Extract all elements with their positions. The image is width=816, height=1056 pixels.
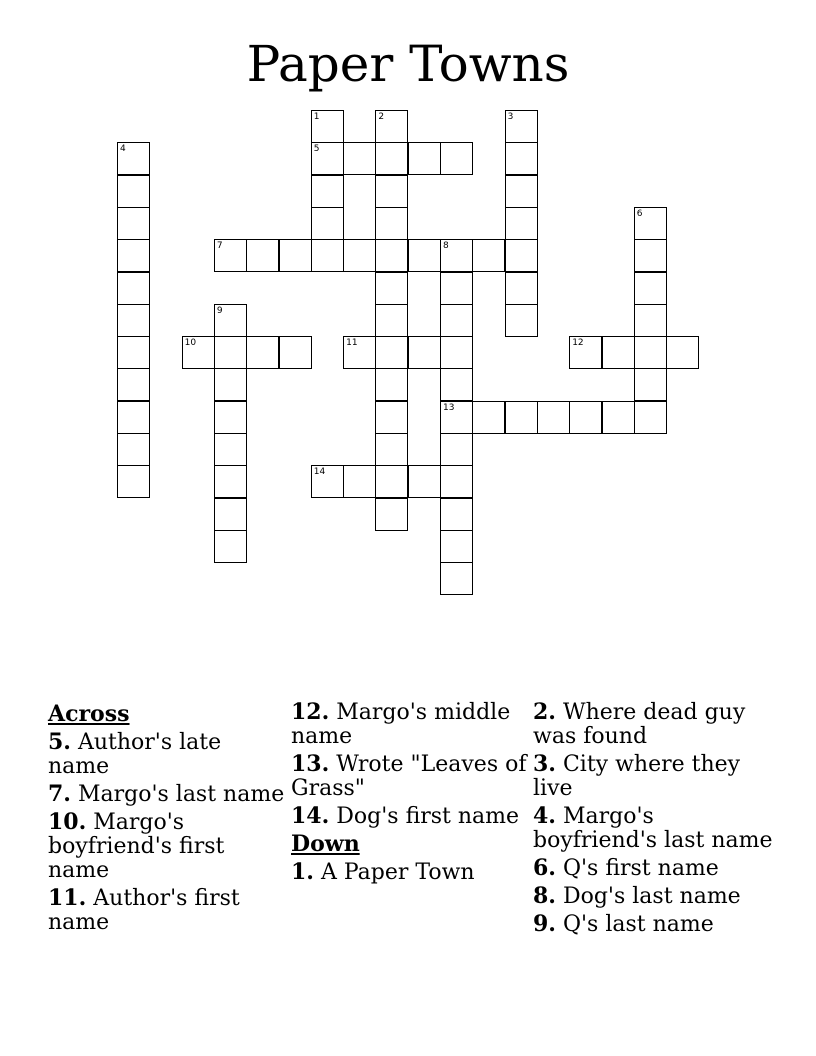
grid-cell[interactable] [311,175,344,208]
grid-cell[interactable] [569,401,602,434]
grid-cell[interactable] [311,465,344,498]
clue-item [533,856,773,881]
grid-cell[interactable] [634,239,667,272]
clue-number-label: 7. [48,781,71,807]
clue-number: 11 [346,338,358,349]
grid-cell[interactable] [666,336,699,369]
clue-number: 14 [313,467,326,478]
grid-cell[interactable] [214,465,247,498]
grid-cell[interactable] [214,530,247,563]
grid-cell[interactable] [440,562,473,595]
grid-cell[interactable] [246,336,279,369]
clue-item [48,886,288,935]
clue-number-label: 4. [533,803,556,829]
clue-text: Q's first name [555,856,719,881]
grid-cell[interactable] [440,433,473,466]
page-title: Paper Towns [246,35,570,93]
clue-item [533,752,773,801]
clue-text: Margo's last name [70,782,285,807]
grid-cell[interactable] [440,530,473,563]
grid-cell[interactable] [472,239,505,272]
grid-cell[interactable] [602,336,635,369]
grid-cell[interactable] [505,110,538,143]
grid-cell[interactable] [117,175,150,208]
clue-number-label: 5. [48,729,71,755]
grid-cell[interactable] [634,207,667,240]
grid-cell[interactable] [408,142,441,175]
clue-text: Author's late name [48,730,222,779]
clue-number: 9 [216,305,223,316]
clue-number-label: 2. [533,699,556,725]
grid-cell[interactable] [117,142,150,175]
grid-cell[interactable] [634,304,667,337]
clue-item [533,804,773,853]
grid-cell[interactable] [472,401,505,434]
grid-cell[interactable] [375,401,408,434]
grid-cell[interactable] [117,304,150,337]
grid-cell[interactable] [214,401,247,434]
clue-number: 12 [572,338,584,349]
clue-text: Dog's first name [329,804,520,829]
clue-number: 8 [443,241,449,252]
grid-cell[interactable] [375,336,408,369]
grid-cell[interactable] [343,239,376,272]
grid-cell[interactable] [311,207,344,240]
clue-number: 10 [184,338,197,349]
grid-cell[interactable] [375,239,408,272]
grid-cell[interactable] [440,304,473,337]
grid-cell[interactable] [375,498,408,531]
clue-number-label: 3. [533,751,556,777]
clue-number-label: 12. [291,699,330,725]
grid-cell[interactable] [117,433,150,466]
grid-cell[interactable] [375,207,408,240]
grid-cell[interactable] [343,142,376,175]
down-heading: Down [291,831,360,857]
clue-number: 3 [507,112,514,122]
grid-cell[interactable] [634,368,667,401]
grid-cell[interactable] [375,465,408,498]
grid-cell[interactable] [375,433,408,466]
clue-item [48,810,288,883]
grid-cell[interactable] [569,336,602,369]
clue-number-label: 10. [48,809,87,835]
clue-number: 1 [313,112,320,122]
clue-item [291,860,531,885]
grid-cell[interactable] [634,336,667,369]
grid-cell[interactable] [505,304,538,337]
clue-number-label: 14. [291,803,330,829]
grid-cell[interactable] [343,465,376,498]
grid-cell[interactable] [214,368,247,401]
grid-cell[interactable] [117,465,150,498]
grid-cell[interactable] [440,401,473,434]
grid-cell[interactable] [311,239,344,272]
grid-cell[interactable] [117,239,150,272]
grid-cell[interactable] [537,401,570,434]
grid-cell[interactable] [214,336,247,369]
grid-cell[interactable] [117,368,150,401]
clue-item [291,700,531,749]
grid-cell[interactable] [634,401,667,434]
grid-cell[interactable] [375,175,408,208]
clue-number: 2 [378,112,385,122]
grid-cell[interactable] [505,239,538,272]
clues-column-3 [533,700,773,940]
clue-text: Q's last name [555,912,714,937]
grid-cell[interactable] [440,239,473,272]
grid-cell[interactable] [440,465,473,498]
grid-cell[interactable] [440,142,473,175]
grid-cell[interactable] [246,239,279,272]
clue-number: 4 [120,144,126,155]
clue-item [533,912,773,937]
grid-cell[interactable] [311,142,344,175]
grid-cell[interactable] [311,110,344,143]
clue-item [291,752,531,801]
clue-text: City where they live [533,752,741,801]
grid-cell[interactable] [408,465,441,498]
grid-cell[interactable] [279,336,312,369]
grid-cell[interactable] [343,336,376,369]
clue-number-label: 1. [291,859,314,885]
grid-cell[interactable] [505,142,538,175]
clue-number-label: 6. [533,855,556,881]
clue-number: 5 [313,144,320,155]
clue-number-label: 13. [291,751,330,777]
grid-cell[interactable] [279,239,312,272]
grid-cell[interactable] [214,498,247,531]
clues-column-1 [48,700,288,938]
grid-cell[interactable] [214,433,247,466]
grid-cell[interactable] [408,336,441,369]
grid-cell[interactable] [117,336,150,369]
across-heading: Across [48,701,130,727]
grid-cell[interactable] [440,368,473,401]
grid-cell[interactable] [602,401,635,434]
grid-cell[interactable] [634,272,667,305]
grid-cell[interactable] [214,304,247,337]
clue-text: Where dead guy was found [533,700,746,749]
clue-text: Margo's boyfriend's last name [533,804,773,853]
grid-cell[interactable] [117,207,150,240]
clue-item [48,730,288,779]
grid-cell[interactable] [117,272,150,305]
clue-text: Author's first name [48,886,240,935]
grid-cell[interactable] [375,272,408,305]
grid-cell[interactable] [375,368,408,401]
grid-cell[interactable] [117,401,150,434]
grid-cell[interactable] [440,336,473,369]
grid-cell[interactable] [408,239,441,272]
clue-number-label: 11. [48,885,87,911]
grid-cell[interactable] [505,401,538,434]
grid-cell[interactable] [182,336,215,369]
clue-item [48,782,288,807]
clue-item [291,804,531,829]
clue-text: Wrote "Leaves of Grass" [291,752,527,801]
grid-cell[interactable] [375,304,408,337]
clue-number-label: 9. [533,911,556,937]
clue-number: 13 [443,402,455,413]
grid-cell[interactable] [505,207,538,240]
grid-cell[interactable] [375,142,408,175]
clue-item [533,884,773,909]
clue-item [533,700,773,749]
clue-text: Margo's middle name [291,700,511,749]
clues-column-2 [291,700,531,888]
grid-cell[interactable] [505,272,538,305]
clue-text: A Paper Town [313,860,475,885]
clue-text: Dog's last name [555,884,741,909]
clue-text: Margo's boyfriend's first name [48,810,225,883]
clue-number: 6 [636,208,643,219]
grid-cell[interactable] [440,498,473,531]
grid-cell[interactable] [505,175,538,208]
clue-number: 7 [216,241,223,252]
clue-number-label: 8. [533,883,556,909]
grid-cell[interactable] [440,272,473,305]
grid-cell[interactable] [375,110,408,143]
grid-cell[interactable] [214,239,247,272]
